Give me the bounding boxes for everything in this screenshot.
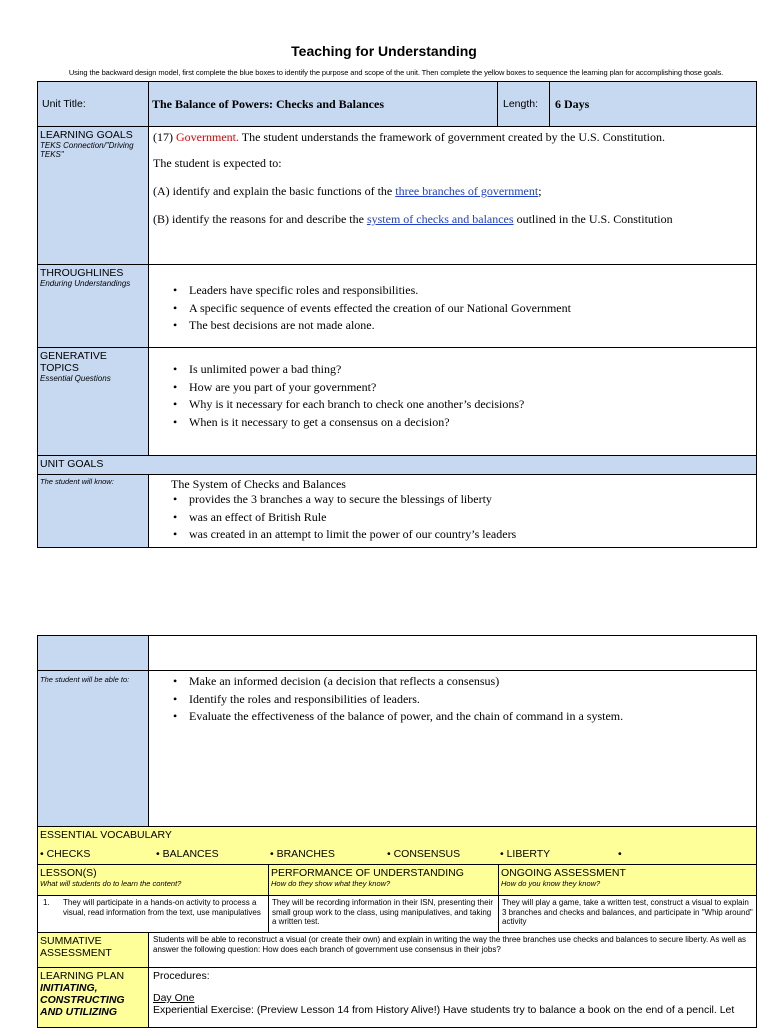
- blank-cell: [149, 636, 757, 671]
- blank-label-cell: [38, 636, 149, 671]
- know-label: The student will know:: [40, 477, 114, 486]
- generative-label-cell: [38, 348, 149, 456]
- day-one-label: Day One: [153, 992, 195, 1004]
- question-item: • When is it necessary to get a consensus on a decision?: [189, 414, 756, 432]
- summative-text: Students will be able to reconstruct a visual (or create their own) and explain in writing the way the three branches use checks and balances to secure liberty. As well as answer the following question: How does each branch of government use consensus in their jobs?: [153, 935, 747, 954]
- page-title: Teaching for Understanding: [291, 43, 477, 59]
- question-item: • How are you part of your government?: [189, 379, 756, 397]
- ongoing-header: [499, 865, 757, 896]
- ongoing-row-1: [499, 896, 757, 933]
- learning-goals-content: [149, 127, 757, 265]
- know-item: • was an effect of British Rule: [189, 509, 756, 527]
- lesson-header: [38, 865, 269, 896]
- able-content: [149, 671, 757, 827]
- performance-sub: How do they show what they know?: [271, 879, 391, 888]
- able-label-cell: [38, 671, 149, 827]
- lesson-text: They will participate in a hands-on activity to process a visual, read information from the text, use manipulatives: [63, 898, 261, 917]
- lower-table: [37, 635, 757, 1028]
- lesson-title: LESSON(S): [40, 867, 97, 879]
- procedures-label: Procedures:: [153, 970, 210, 982]
- able-item: • Evaluate the effectiveness of the balance of power, and the chain of command in a system.: [189, 708, 756, 726]
- generative-content: [149, 348, 757, 456]
- lesson-number: 1.: [43, 898, 50, 907]
- learning-goals-title: LEARNING GOALS: [40, 129, 133, 141]
- summative-label: SUMMATIVE ASSESSMENT: [40, 935, 112, 959]
- plan-label-cell: [38, 968, 149, 1028]
- vocab-item: • LIBERTY: [500, 848, 551, 860]
- vocab-item: •: [618, 848, 622, 860]
- vocab-item: • BRANCHES: [270, 848, 335, 860]
- throughlines-title: THROUGHLINES: [40, 267, 124, 279]
- vocab-item: • CONSENSUS: [387, 848, 461, 860]
- expected-text: The student is expected to:: [153, 156, 282, 170]
- learning-goals-sub: TEKS Connection/"Driving TEKS": [40, 141, 134, 159]
- performance-header: [269, 865, 499, 896]
- learning-goals-label: [38, 127, 148, 161]
- summative-label-cell: [38, 933, 149, 968]
- unit-title-cell: [149, 82, 498, 127]
- lesson-row-1: [38, 896, 269, 933]
- vocabulary-label: ESSENTIAL VOCABULARY: [40, 829, 172, 841]
- know-item: • provides the 3 branches a way to secure the blessings of liberty: [189, 491, 756, 509]
- know-item: • was created in an attempt to limit the power of our country’s leaders: [189, 526, 756, 544]
- know-intro: The System of Checks and Balances: [171, 477, 346, 491]
- plan-text: Experiential Exercise: (Preview Lesson 14 from History Alive!) Have students try to balance a book on the end of a pencil. Let: [153, 1004, 735, 1016]
- unit-title-value: The Balance of Powers: Checks and Balances: [152, 97, 384, 111]
- unit-title-label-cell: [38, 82, 149, 127]
- plan-title: LEARNING PLAN: [40, 970, 125, 982]
- instructions: Using the backward design model, first complete the blue boxes to identify the purpose and scope of the unit. Then complete the yellow boxes to sequence the learning plan for accomplishing those goals.: [68, 68, 724, 77]
- vocab-item: • CHECKS: [40, 848, 91, 860]
- upper-table: [37, 81, 757, 548]
- length-label-cell: [498, 82, 550, 127]
- question-item: • Why is it necessary for each branch to check one another’s decisions?: [189, 396, 756, 414]
- learning-goals-intro: (17) Government. The student understands the framework of government created by the U.S. Constitution.: [153, 130, 666, 144]
- unit-goals-label: UNIT GOALS: [40, 458, 104, 470]
- throughline-item: • A specific sequence of events effected the creation of our National Government: [189, 300, 756, 318]
- throughlines-sub: Enduring Understandings: [40, 279, 131, 288]
- generative-title: GENERATIVE TOPICS: [40, 350, 107, 374]
- length-value: 6 Days: [555, 97, 590, 111]
- three-branches-link[interactable]: three branches of government: [395, 184, 539, 198]
- government-term: Government.: [176, 130, 239, 144]
- vocab-item: • BALANCES: [156, 848, 219, 860]
- generative-sub: Essential Questions: [40, 374, 111, 383]
- plan-sub: INITIATING, CONSTRUCTING AND UTILIZING: [40, 982, 125, 1018]
- vocabulary-list: [38, 846, 757, 862]
- checks-balances-link[interactable]: system of checks and balances: [366, 212, 514, 226]
- performance-title: PERFORMANCE OF UNDERSTANDING: [271, 867, 464, 879]
- ongoing-title: ONGOING ASSESSMENT: [501, 867, 626, 879]
- able-item: • Make an informed decision (a decision that reflects a consensus): [189, 673, 756, 691]
- goal-b: (B) identify the reasons for and describe the system of checks and balances outlined in the U.S. Constitution: [153, 212, 673, 226]
- goal-a: (A) identify and explain the basic functions of the three branches of government;: [153, 184, 542, 198]
- performance-text: They will be recording information in their ISN, presenting their small group work to the class, using manipulatives, and taking a written test.: [272, 898, 493, 926]
- throughline-item: • Leaders have specific roles and responsibilities.: [189, 282, 756, 300]
- learning-goals-label-cell: [38, 127, 149, 265]
- ongoing-text: They will play a game, take a written test, construct a visual to explain 3 branches and checks and balances, and participate in "Whip around" activity: [502, 898, 753, 926]
- throughlines-content: [149, 265, 757, 348]
- unit-goals-header: [38, 456, 757, 475]
- ongoing-sub: How do you know they know?: [501, 879, 601, 888]
- question-item: • Is unlimited power a bad thing?: [189, 361, 756, 379]
- length-cell: [550, 82, 757, 127]
- unit-title-label: Unit Title:: [42, 98, 86, 110]
- vocabulary-cell: [38, 827, 757, 865]
- know-label-cell: [38, 475, 149, 548]
- throughlines-label-cell: [38, 265, 149, 348]
- know-content: [149, 475, 757, 548]
- able-label: The student will be able to:: [40, 675, 130, 684]
- summative-content: [149, 933, 757, 968]
- throughline-item: • The best decisions are not made alone.: [189, 317, 756, 335]
- plan-content: [149, 968, 757, 1028]
- length-label: Length:: [503, 98, 539, 110]
- performance-row-1: [269, 896, 499, 933]
- lesson-sub: What will students do to learn the content?: [40, 879, 182, 888]
- able-item: • Identify the roles and responsibilities of leaders.: [189, 691, 756, 709]
